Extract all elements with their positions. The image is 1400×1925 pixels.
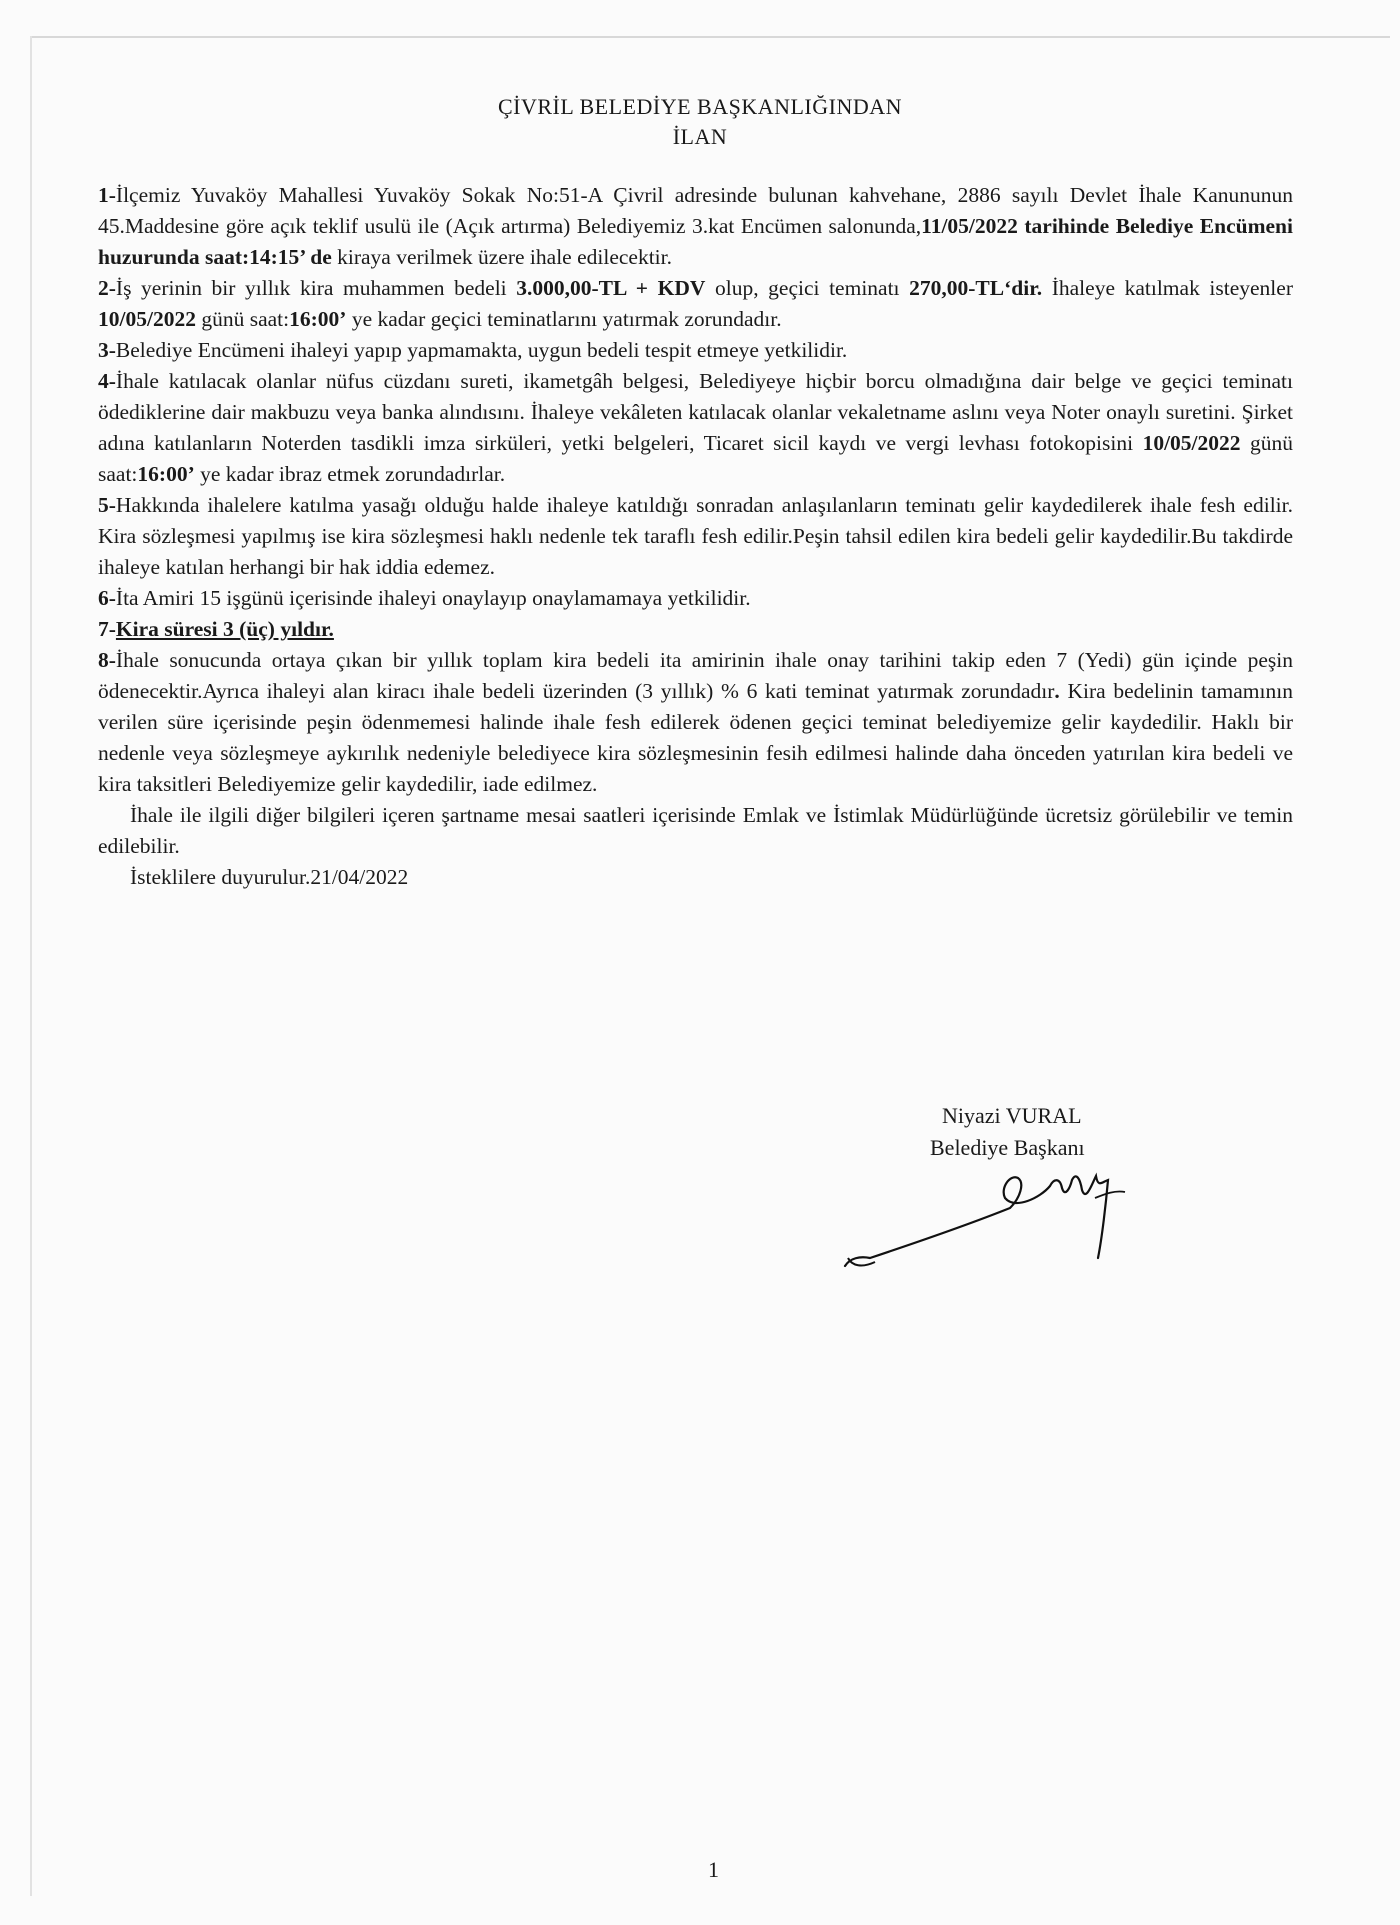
item-2-text-e: İhaleye katılmak isteyenler xyxy=(1042,276,1293,300)
header-institution: ÇİVRİL BELEDİYE BAŞKANLIĞINDAN xyxy=(497,94,903,119)
item-6-number: 6- xyxy=(98,586,116,610)
item-7-text: Kira süresi 3 (üç) yıldır. xyxy=(115,617,334,641)
item-5 xyxy=(98,490,1293,583)
document-header xyxy=(0,92,1400,152)
signatory-name: Niyazi VURAL xyxy=(942,1103,1082,1128)
item-2-deposit-amount: 270,00-TL‘dir. xyxy=(909,276,1043,300)
item-2-text-a: İş yerinin bir yıllık kira muhammen bedeli xyxy=(115,276,517,300)
closing-paragraph: İhale ile ilgili diğer bilgileri içeren şartname mesai saatleri içerisinde Emlak ve İstimlak Müdürlüğünde ücretsiz görülebilir ve temin edilebilir. xyxy=(98,803,1293,858)
item-1-text-a: İlçemiz Yuvaköy Mahallesi Yuvaköy Sokak No:51-A Çivril adresinde bulunan kahvehane, 2886 sayılı Devlet İhale Kanununun 45.Maddesine göre açık teklif usulü ile (Açık artırma) Belediyemiz 3.kat Encümen salonunda, xyxy=(98,183,1293,238)
item-4-deadline-date: 10/05/2022 xyxy=(1142,431,1241,455)
scan-edge-left xyxy=(30,36,32,1896)
announcement-date-line: İsteklilere duyurulur.21/04/2022 xyxy=(130,865,409,889)
item-2-deadline-time: 16:00’ xyxy=(289,307,347,331)
item-6-text: İta Amiri 15 işgünü içerisinde ihaleyi onaylayıp onaylamamaya yetkilidir. xyxy=(115,586,751,610)
item-8-text-bold: . xyxy=(1054,679,1060,703)
item-3 xyxy=(98,335,1293,366)
item-2-deadline-date: 10/05/2022 xyxy=(98,307,196,331)
item-4-text-e: ye kadar ibraz etmek zorundadırlar. xyxy=(194,462,506,486)
item-8 xyxy=(98,645,1293,800)
item-7 xyxy=(98,614,1293,645)
item-1-text-c: kiraya verilmek üzere ihale edilecektir. xyxy=(331,245,672,269)
item-2-text-c: olup, geçici teminatı xyxy=(705,276,910,300)
item-1-number: 1- xyxy=(98,183,116,207)
item-3-text: Belediye Encümeni ihaleyi yapıp yapmamakta, uygun bedeli tespit etmeye yetkilidir. xyxy=(115,338,848,362)
item-2-rent-amount: 3.000,00-TL + KDV xyxy=(516,276,706,300)
signatory-title: Belediye Başkanı xyxy=(930,1135,1085,1160)
item-4-number: 4- xyxy=(98,369,116,393)
signature-block xyxy=(930,1100,1085,1164)
item-8-text-c: Kira bedelinin tamamının verilen süre içerisinde peşin ödenmemesi halinde ihale fesh edilerek ödenen geçici teminat belediyemize gelir kaydedilir. Haklı bir nedenle veya sözleşmeye aykırılık nedeniyle belediyece kira sözleşmesinin fesih edilmesi halinde daha önceden yatırılan kira bedeli ve kira taksitleri Belediyemize gelir kaydedilir, iade edilmez. xyxy=(98,679,1293,796)
item-2 xyxy=(98,273,1293,335)
item-4-text-c: günü saat: xyxy=(98,431,1293,486)
item-5-text: Hakkında ihalelere katılma yasağı olduğu halde ihaleye katıldığı sonradan anlaşılanların teminatı gelir kaydedilerek ihale fesh edilir. Kira sözleşmesi yapılmış ise kira sözleşmesi haklı nedenle tek taraflı fesh edilir.Peşin tahsil edilen kira bedeli gelir kaydedilir.Bu takdirde ihaleye katılan herhangi bir hak iddia edemez. xyxy=(98,493,1293,579)
item-6 xyxy=(98,583,1293,614)
item-1 xyxy=(98,180,1293,273)
item-2-text-i: ye kadar geçici teminatlarını yatırmak zorundadır. xyxy=(346,307,782,331)
item-1-text-bold: 11/05/2022 tarihinde Belediye Encümeni huzurunda saat:14:15’ de xyxy=(98,214,1293,269)
announcement-body xyxy=(98,180,1293,893)
item-4-text-a: İhale katılacak olanlar nüfus cüzdanı sureti, ikametgâh belgesi, Belediyeye hiçbir borcu olmadığına dair belge ve geçici teminatı ödediklerine dair makbuzu veya banka alındısını. İhaleye vekâleten katılacak olanlar vekaletname aslını veya Noter onaylı suretini. Şirket adına katılanların Noterden tasdikli imza sirküleri, yetki belgeleri, Ticaret sicil kaydı ve vergi levhası fotokopisini xyxy=(98,369,1293,455)
item-2-text-g: günü saat: xyxy=(195,307,290,331)
item-4 xyxy=(98,366,1293,490)
item-8-text-a: İhale sonucunda ortaya çıkan bir yıllık toplam kira bedeli ita amirinin ihale onay tarihini takip eden 7 (Yedi) gün içinde peşin ödenecektir.Ayrıca ihaleyi alan kiracı ihale bedeli üzerinden (3 yıllık) % 6 kati teminat yatırmak zorundadır xyxy=(98,648,1293,703)
handwritten-signature xyxy=(840,1158,1160,1278)
page-number: 1 xyxy=(708,1857,719,1882)
item-5-number: 5- xyxy=(98,493,116,517)
item-8-number: 8- xyxy=(98,648,116,672)
item-3-number: 3- xyxy=(98,338,116,362)
header-title: İLAN xyxy=(672,124,728,149)
item-7-number: 7- xyxy=(98,617,116,641)
item-2-number: 2- xyxy=(98,276,116,300)
item-4-deadline-time: 16:00’ xyxy=(137,462,195,486)
scan-edge-top xyxy=(30,36,1390,38)
